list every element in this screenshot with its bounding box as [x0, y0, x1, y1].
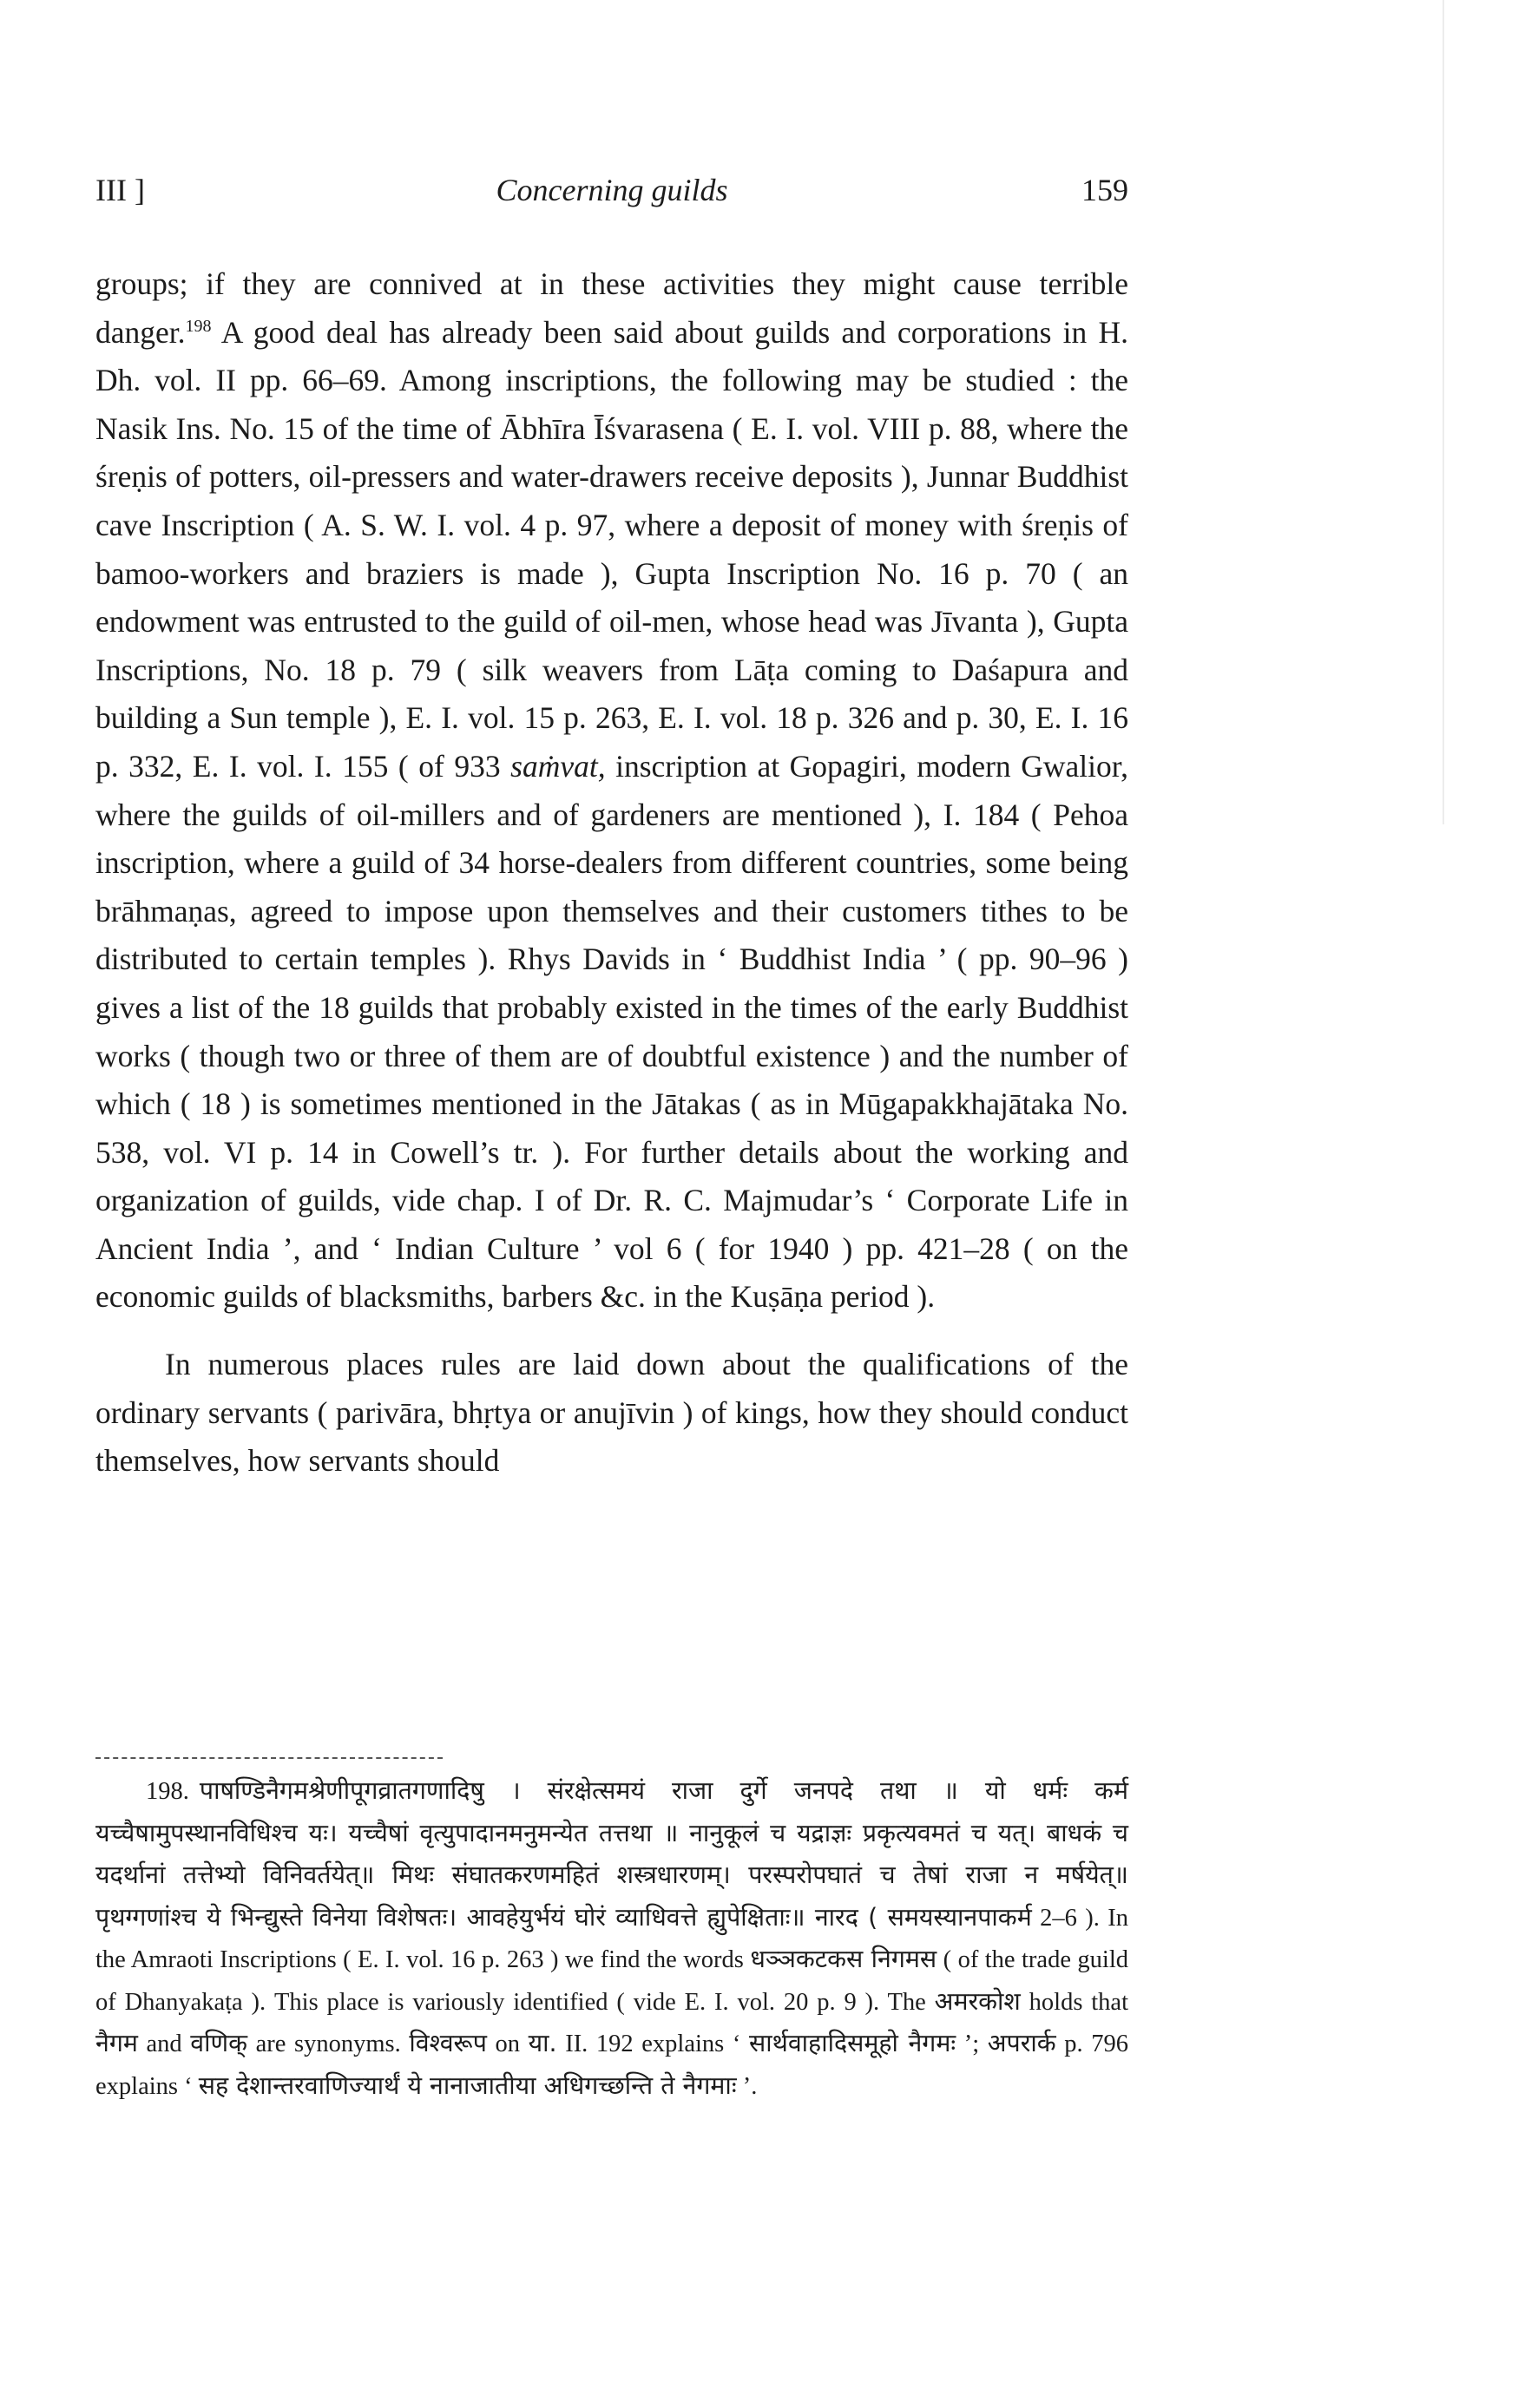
- footnote-text-segment: ’.: [736, 2072, 758, 2100]
- footnote-sanskrit-term: अमरकोश: [934, 1986, 1021, 2016]
- footnote-number: 198.: [146, 1778, 189, 1805]
- footnote-text-segment: ’;: [956, 2031, 988, 2057]
- paragraph-1: [95, 260, 1128, 1322]
- footnote-narada-ref: 2–6 ). In the Amraoti Inscriptions ( E. I. vol. 16 p. 263 ) we find the words: [95, 1904, 1128, 1973]
- body-text: [95, 260, 1128, 1486]
- footnote-sanskrit-term: अपरार्क: [987, 2029, 1056, 2057]
- chapter-marker: III ]: [95, 173, 145, 207]
- footnote-divider: [95, 1757, 443, 1759]
- paragraph-2: In numerous places rules are laid down about the qualifications of the ordinary servants ( parivāra, bhṛtya or anujīvin ) of kings, how they should conduct themselves, how servants should: [95, 1347, 1128, 1479]
- footnote-text: [95, 1770, 1128, 2107]
- scan-margin-line: [1443, 0, 1444, 824]
- footnote-sanskrit-quote: सह देशान्तरवाणिज्यार्थं ये नानाजातीया अधिगच्छन्ति ते नैगमाः: [198, 2070, 737, 2100]
- footnote-text-segment: p. 796 explains ‘: [95, 2031, 1128, 2100]
- footnote-text-segment: holds that: [1020, 1988, 1128, 2016]
- footnote-198: [95, 1770, 1128, 2107]
- footnote-text-segment: on: [486, 2031, 529, 2057]
- page-header: [95, 172, 1128, 224]
- footnote-text-segment: II. 192 explains ‘: [556, 2031, 749, 2057]
- page-number: 159: [1081, 173, 1128, 207]
- samvat-term: saṁvat,: [510, 748, 606, 784]
- footnote-sanskrit-term: धञ्ञकटकस निगमस: [750, 1945, 937, 1973]
- footnote-text-segment: are synonyms.: [247, 2031, 410, 2057]
- paragraph-1-middle: A good deal has already been said about guilds and corporations in H. Dh. vol. II pp. 66–69. Among inscriptions, the following may be studied : the Nasik Ins. No. 15 of the time of Ābhīra Īśvarasena ( E. I. vol. VIII p. 88, where the śreṇis of potters, oil-pressers and water-drawers receive deposits ), Junnar Buddhist cave Inscription ( A. S. W. I. vol. 4 p. 97, where a deposit of money with śreṇis of bamoo-workers and braziers is made ), Gupta Inscription No. 16 p. 70 ( an endowment was entrusted to the guild of oil-men, whose head was Jīvanta ), Gupta Inscriptions, No. 18 p. 79 ( silk weavers from Lāṭa coming to Daśapura and building a Sun temple ), E. I. vol. 15 p. 263, E. I. vol. 18 p. 326 and p. 30, E. I. 16 p. 332, E. I. vol. I. 155 ( of 933: [95, 314, 1128, 784]
- paragraph-1-end: inscription at Gopagiri, modern Gwalior, where the guilds of oil-millers and of gardeners are mentioned ), I. 184 ( Pehoa inscription, where a guild of 34 horse-dealers from different countries, some being brāhmaṇas, agreed to impose upon themselves and their customers tithes to be distributed to certain temples ). Rhys Davids in ‘ Buddhist India ’ ( pp. 90–96 ) gives a list of the 18 guilds that probably existed in the times of the early Buddhist works ( though two or three of them are of doubtful existence ) and the number of which ( 18 ) is sometimes mentioned in the Jātakas ( as in Mūgapakkhajātaka No. 538, vol. VI p. 14 in Cowell’s tr. ). For further details about the working and organization of guilds, vide chap. I of Dr. R. C. Majmudar’s ‘ Corporate Life in Ancient India ’, and ‘ Indian Culture ’ vol 6 ( for 1940 ) pp. 421–28 ( on the economic guilds of blacksmiths, barbers &c. in the Kuṣāṇa period ).: [95, 748, 1128, 1315]
- footnote-sanskrit-term: या.: [528, 2029, 557, 2057]
- running-title: Concerning guilds: [496, 173, 728, 207]
- footnote-text-segment: and: [137, 2031, 191, 2057]
- footnote-sanskrit-term: नैगम: [95, 2029, 138, 2057]
- footnote-reference: 198: [185, 316, 212, 336]
- footnote-sanskrit-quote: सार्थवाहादिसमूहो नैगमः: [748, 2029, 956, 2057]
- paragraph-1-start: groups; if they are connived at in these activities they might cause terrible danger.: [95, 266, 1128, 350]
- footnote-sanskrit-term: वणिक्: [190, 2029, 248, 2057]
- footnote-sanskrit-verse: पाषण्डिनैगमश्रेणीपूगव्रातगणादिषु । संरक्षेत्समयं राजा दुर्गे जनपदे तथा ॥ यो धर्मः कर्म यच्चैषामुपस्थानविधिश्च यः। यच्चैषां वृत्युपादानमनुमन्येत तत्तथा ॥ नानुकूलं च यद्राज्ञः प्रकृत्यवमतं च यत्। बाधकं च यदर्थानां तत्तेभ्यो विनिवर्तयेत्॥ मिथः संघातकरणमहितं शस्त्रधारणम्। परस्परोपघातं च तेषां राजा न मर्षयेत्॥ पृथग्गणांश्च ये भिन्द्युस्ते विनेया विशेषतः। आवहेयुर्भयं घोरं व्याधिवत्ते ह्युपेक्षिताः॥ नारद ( समयस्यानपाकर्म: [95, 1776, 1128, 1932]
- footnote-text-segment: ( of the trade guild of Dhanyakaṭa ). This place is variously identified ( vide E. I. vol. 20 p. 9 ). The: [95, 1946, 1128, 2016]
- footnote-sanskrit-term: विश्वरूप: [409, 2029, 487, 2057]
